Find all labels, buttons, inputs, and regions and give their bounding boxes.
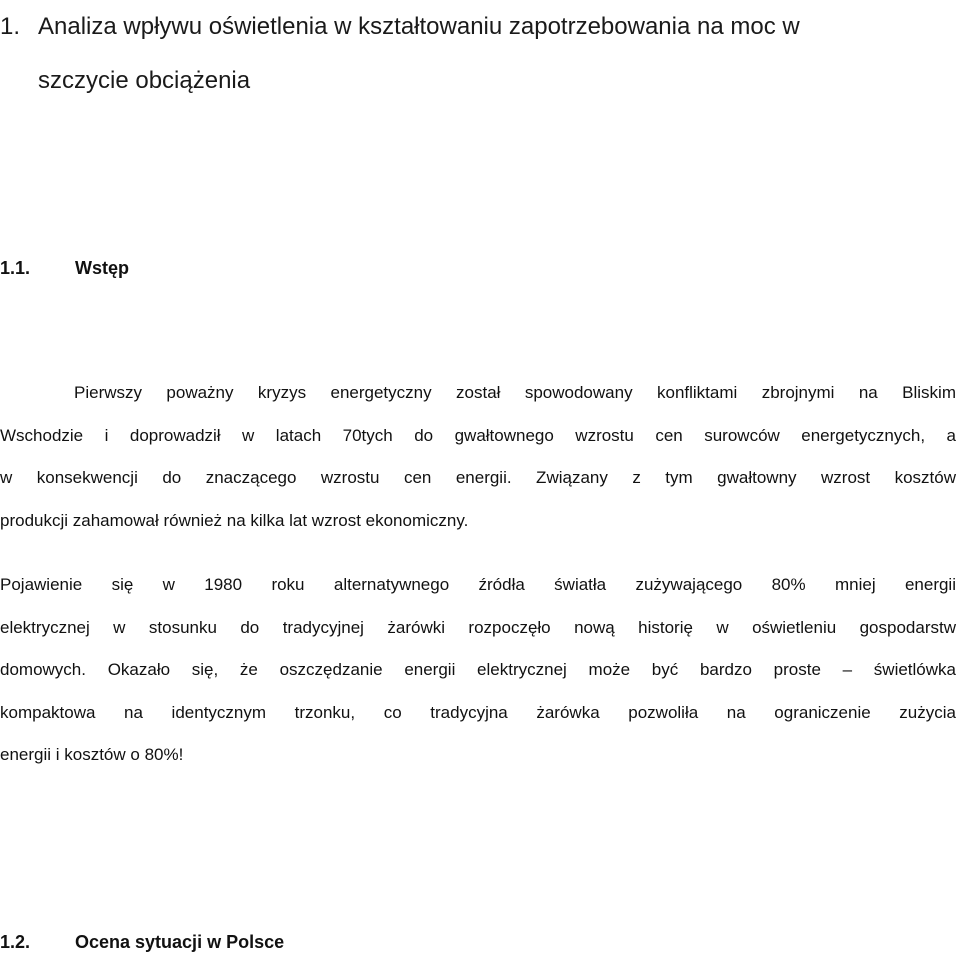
paragraph-line: Pojawienie się w 1980 roku alternatywnego źródła światła zużywającego 80% mniej energii [0,575,956,594]
paragraph-line: produkcji zahamował również na kilka lat wzrost ekonomiczny. [0,510,469,530]
paragraph-line: Wschodzie i doprowadził w latach 70tych do gwałtownego wzrostu cen surowców energetycznych, a [0,425,956,445]
paragraph-line: Pierwszy poważny kryzys energetyczny został spowodowany konfliktami zbrojnymi na Bliskim [74,383,956,402]
paragraph-line: domowych. Okazało się, że oszczędzanie energii elektrycznej może być bardzo proste – świetlówka [0,660,956,679]
paragraph-line: w konsekwencji do znaczącego wzrostu cen energii. Związany z tym gwałtowny wzrost kosztów [0,468,956,487]
section-title: Ocena sytuacji w Polsce [75,932,285,952]
paragraph-line: energii i kosztów o 80%! [0,745,184,764]
section-heading-intro [0,256,129,280]
section-number: 1.2. [0,932,31,952]
chapter-number: 1. [0,13,21,40]
chapter-heading-line-2: szczycie obciążenia [38,67,251,94]
section-title: Wstęp [75,258,129,278]
paragraph-lighting [0,564,956,777]
section-heading-poland [0,930,284,954]
paragraph-crisis [0,372,956,542]
chapter-heading [0,0,920,108]
chapter-title-part-1: Analiza wpływu oświetlenia w kształtowaniu zapotrzebowania na moc w [38,13,800,40]
chapter-heading-line-1 [0,0,920,54]
paragraph-line: kompaktowa na identycznym trzonku, co tradycyjna żarówka pozwoliła na ograniczenie zużycia [0,702,956,722]
section-number: 1.1. [0,258,31,278]
paragraph-line: elektrycznej w stosunku do tradycyjnej żarówki rozpoczęło nową historię w oświetleniu gospodarstw [0,617,956,637]
